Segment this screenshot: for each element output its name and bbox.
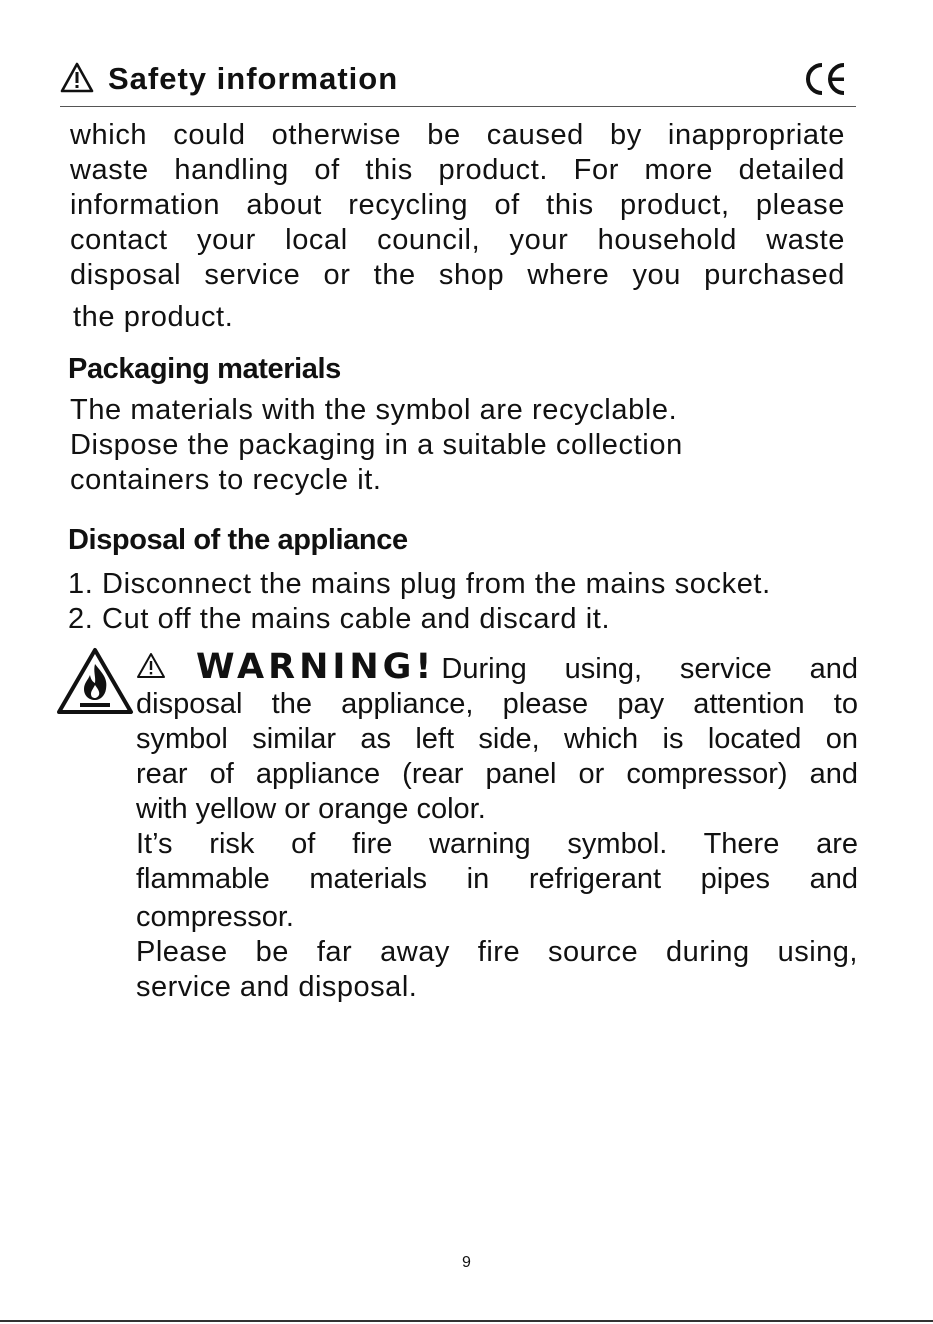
text-line: which could otherwise be caused by inappropriate bbox=[70, 119, 845, 151]
text-line: the product. bbox=[73, 301, 234, 333]
fire-warning-icon bbox=[56, 647, 134, 715]
disposal-steps bbox=[68, 567, 771, 637]
text-line: information about recycling of this product, please bbox=[70, 189, 845, 221]
text-line: symbol similar as left side, which is located on bbox=[136, 723, 858, 755]
text-line: waste handling of this product. For more detailed bbox=[70, 154, 845, 186]
text-line: flammable materials in refrigerant pipes and bbox=[136, 863, 858, 895]
text-line: Dispose the packaging in a suitable collection bbox=[70, 429, 683, 461]
text-line: disposal the appliance, please pay attention to bbox=[136, 688, 858, 720]
warning-first-line bbox=[136, 647, 858, 687]
page-title: Safety information bbox=[108, 61, 399, 96]
text-line: It’s risk of fire warning symbol. There are bbox=[136, 828, 858, 860]
warning-text: During using, service and bbox=[441, 653, 858, 685]
packaging-paragraph bbox=[70, 393, 845, 498]
bottom-divider bbox=[0, 1320, 933, 1322]
ce-mark-icon bbox=[802, 60, 848, 98]
warning-block bbox=[136, 647, 858, 1005]
warning-triangle-icon bbox=[136, 652, 166, 680]
text-line: containers to recycle it. bbox=[70, 464, 382, 496]
text-line: compressor. bbox=[136, 901, 294, 933]
page-header bbox=[60, 58, 856, 107]
text-line: disposal service or the shop where you purchased bbox=[70, 259, 845, 291]
text-line: The materials with the symbol are recyclable. bbox=[70, 394, 678, 426]
text-line: service and disposal. bbox=[136, 971, 418, 1003]
text-line: with yellow or orange color. bbox=[136, 793, 486, 825]
text-line: contact your local council, your household waste bbox=[70, 224, 845, 256]
list-item: 2. Cut off the mains cable and discard it. bbox=[68, 603, 611, 635]
warning-label: WARNING! bbox=[196, 647, 436, 687]
packaging-heading: Packaging materials bbox=[68, 353, 341, 385]
list-item: 1. Disconnect the mains plug from the mains socket. bbox=[68, 568, 771, 600]
text-line: rear of appliance (rear panel or compressor) and bbox=[136, 758, 858, 790]
text-line: Please be far away fire source during using, bbox=[136, 936, 858, 968]
recycling-paragraph bbox=[70, 118, 845, 335]
page-number: 9 bbox=[462, 1254, 471, 1271]
disposal-heading: Disposal of the appliance bbox=[68, 524, 408, 556]
warning-triangle-icon bbox=[60, 62, 94, 94]
